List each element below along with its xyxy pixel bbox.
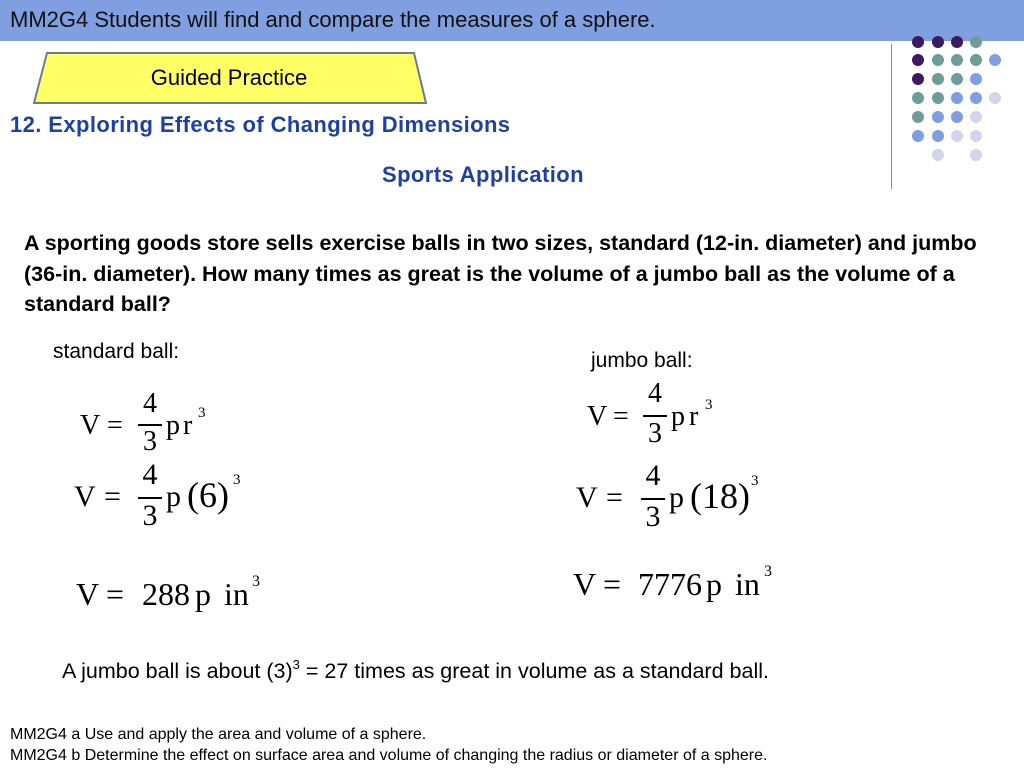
decorative-dot: [951, 73, 963, 85]
jumbo-eq2-pi: p: [669, 481, 684, 514]
standard-mm2g4a: MM2G4 a Use and apply the area and volume of a sphere.: [10, 726, 427, 743]
standard-eq3-coefficient: 288: [142, 576, 190, 612]
jumbo-eq2-v: V: [576, 481, 598, 514]
standard-eq2-denominator: 3: [142, 499, 158, 532]
standard-eq2-numerator: 4: [142, 458, 158, 491]
standard-eq1-r: r: [183, 410, 193, 441]
jumbo-eq1-r: r: [689, 401, 699, 432]
guided-practice-badge: [33, 52, 428, 104]
jumbo-eq3-coefficient: 7776: [638, 566, 702, 602]
jumbo-eq1-denominator: 3: [648, 418, 662, 449]
decorative-dot: [912, 73, 924, 85]
jumbo-eq2-exponent: 3: [751, 473, 759, 489]
jumbo-eq1-fraction-bar: [643, 415, 667, 417]
standard-eq2-fraction: [136, 458, 164, 534]
conclusion-exponent: 3: [292, 657, 300, 672]
decorative-dot: [951, 111, 963, 123]
decorative-dot: [932, 111, 944, 123]
jumbo-eq2-equals: =: [606, 481, 623, 514]
standard-eq1-numerator: 4: [143, 388, 157, 419]
decorative-dot: [932, 149, 944, 161]
standard-eq1-v: V: [80, 410, 101, 441]
jumbo-eq1-equals: =: [613, 401, 629, 432]
standard-eq3-exponent: 3: [252, 573, 260, 590]
standard-eq3-unit: in: [224, 576, 249, 612]
jumbo-eq1-pi: p: [671, 401, 685, 432]
decorative-dot: [932, 54, 944, 66]
jumbo-eq3-pi: p: [706, 566, 722, 602]
decorative-divider-line: [891, 44, 892, 189]
slide-header-title: MM2G4 Students will find and compare the measures of a sphere.: [10, 7, 656, 32]
standards-footer: [10, 724, 767, 766]
standard-eq2-value: (6): [187, 475, 229, 515]
standard-eq3-pi: p: [195, 576, 211, 612]
decorative-dot: [912, 54, 924, 66]
decorative-dot: [970, 111, 982, 123]
jumbo-eq2-value: (18): [690, 476, 750, 516]
jumbo-eq1-fraction: [641, 378, 669, 452]
jumbo-ball-label: jumbo ball:: [591, 349, 693, 372]
section-title: 12. Exploring Effects of Changing Dimensions: [10, 112, 511, 137]
standard-eq3-equals: =: [106, 576, 125, 612]
decorative-dot: [970, 130, 982, 142]
jumbo-eq1-numerator: 4: [648, 378, 662, 409]
decorative-dot: [951, 130, 963, 142]
guided-practice-label: Guided Practice: [150, 65, 308, 90]
decorative-dot: [970, 149, 982, 161]
standard-eq1-exponent: 3: [198, 405, 206, 421]
jumbo-eq1-v: V: [587, 401, 608, 432]
standard-eq2-exponent: 3: [233, 472, 241, 488]
standard-ball-label: standard ball:: [53, 340, 180, 363]
standard-mm2g4b: MM2G4 b Determine the effect on surface area and volume of changing the radius or diameter of a sphere.: [10, 747, 768, 764]
decorative-dot: [951, 92, 963, 104]
decorative-dot: [932, 130, 944, 142]
decorative-dot: [970, 92, 982, 104]
jumbo-eq3-equals: =: [603, 566, 622, 602]
decorative-dot: [912, 130, 924, 142]
jumbo-eq3-exponent: 3: [764, 563, 772, 580]
problem-statement: A sporting goods store sells exercise balls in two sizes, standard (12-in. diameter) and jumbo (36-in. diameter). How many times as great is the volume of a jumbo ball as the volume of a standard ball?: [24, 231, 977, 316]
standard-eq2-equals: =: [104, 480, 121, 513]
decorative-dot: [989, 54, 1001, 66]
decorative-dot: [912, 111, 924, 123]
jumbo-eq3-unit: in: [735, 566, 760, 602]
decorative-dot: [932, 73, 944, 85]
decorative-dot: [932, 92, 944, 104]
standard-eq2-v: V: [74, 480, 96, 513]
jumbo-eq1-exponent: 3: [705, 397, 713, 413]
standard-eq1-equals: =: [107, 410, 123, 441]
standard-eq1-denominator: 3: [143, 426, 157, 457]
standard-eq2-pi: p: [166, 480, 181, 513]
standard-eq1-pi: p: [166, 410, 180, 441]
conclusion-text-after: = 27 times as great in volume as a standard ball.: [299, 659, 769, 683]
jumbo-eq2-fraction: [639, 459, 667, 535]
conclusion-statement: [62, 657, 769, 684]
jumbo-eq3-v: V: [573, 566, 597, 602]
header-bar: [0, 0, 1024, 41]
decorative-dot: [970, 54, 982, 66]
decorative-dot: [951, 54, 963, 66]
section-subtitle: Sports Application: [382, 162, 584, 187]
jumbo-eq2-numerator: 4: [645, 459, 661, 492]
decorative-dot: [912, 92, 924, 104]
conclusion-text-before: A jumbo ball is about (3): [62, 659, 293, 683]
standard-eq1-fraction: [136, 388, 164, 460]
decorative-dot: [989, 92, 1001, 104]
decorative-dot: [970, 73, 982, 85]
standard-eq3-v: V: [76, 576, 100, 612]
jumbo-eq2-denominator: 3: [645, 500, 661, 533]
